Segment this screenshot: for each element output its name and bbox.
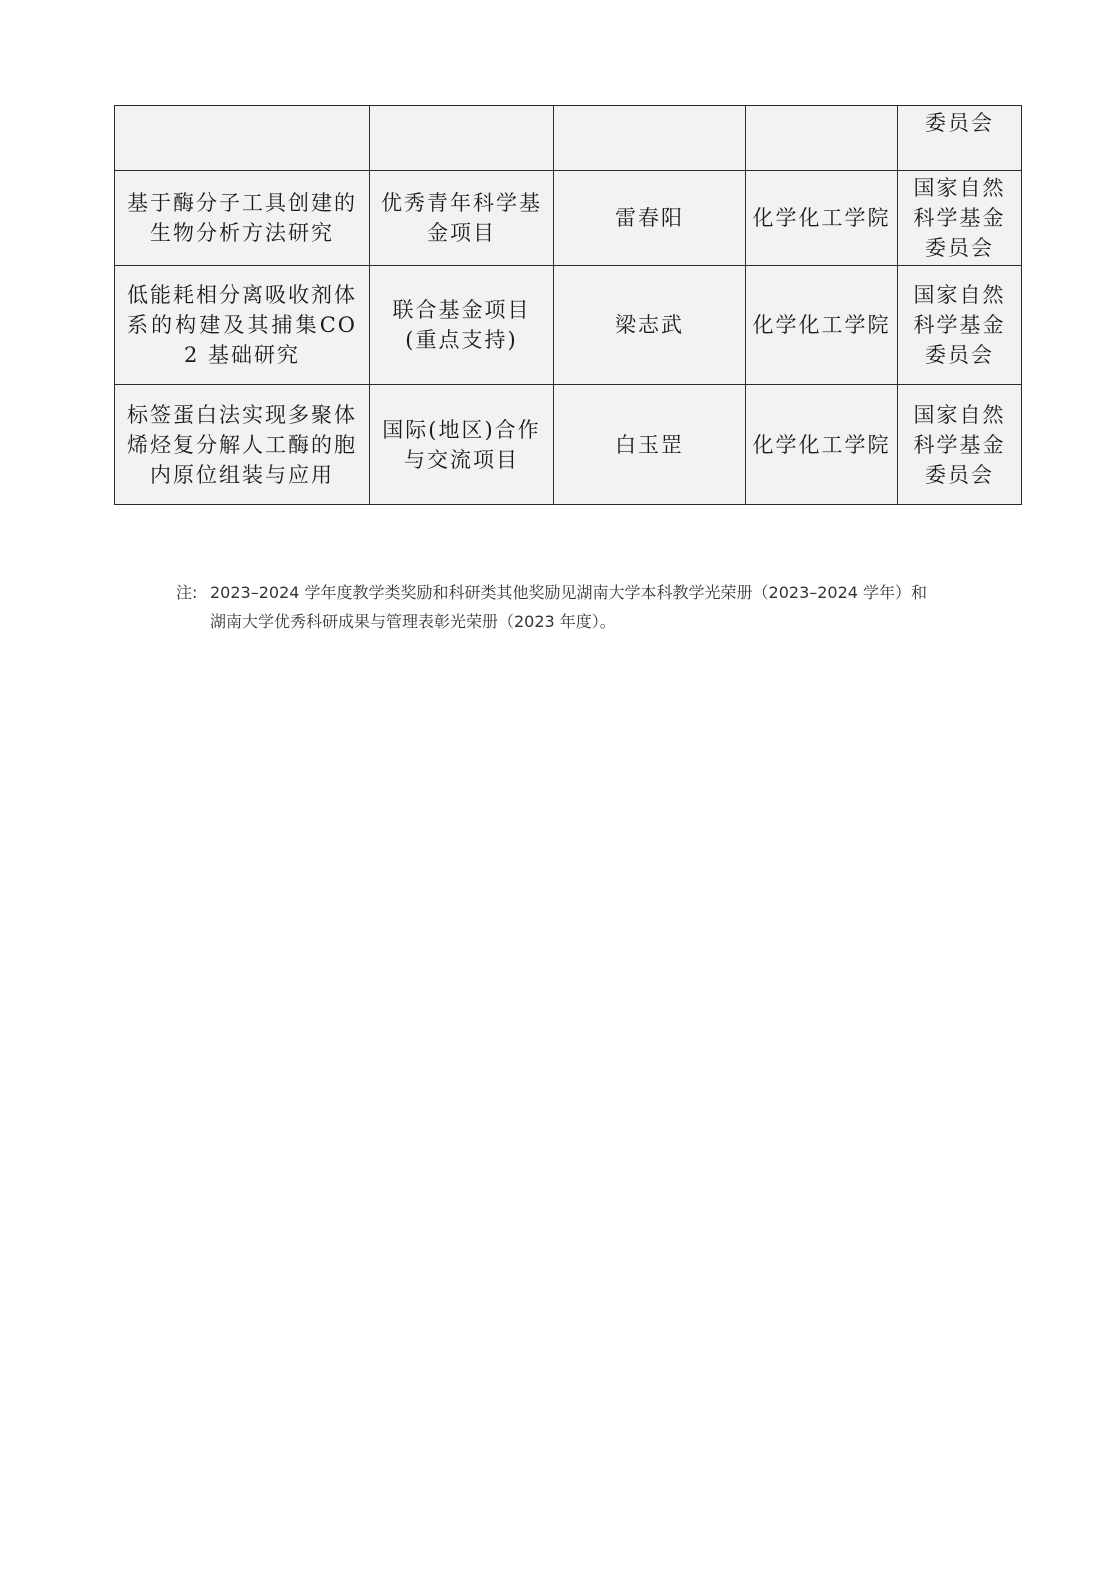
awards-table	[114, 105, 1022, 505]
source-cell: 委员会	[898, 106, 1022, 171]
project-type-cell: 优秀青年科学基金项目	[370, 171, 554, 266]
source-cell: 国家自然科学基金委员会	[898, 266, 1022, 385]
person-cell: 梁志武	[554, 266, 746, 385]
project-type-cell	[370, 106, 554, 171]
project-title-cell	[115, 106, 370, 171]
project-title-cell: 标签蛋白法实现多聚体烯烃复分解人工酶的胞内原位组装与应用	[115, 385, 370, 505]
unit-cell: 化学化工学院	[746, 266, 898, 385]
project-title-cell: 低能耗相分离吸收剂体系的构建及其捕集CO2 基础研究	[115, 266, 370, 385]
source-cell: 国家自然科学基金委员会	[898, 171, 1022, 266]
unit-cell	[746, 106, 898, 171]
table-row	[115, 385, 1022, 505]
table-row	[115, 106, 1022, 171]
unit-cell: 化学化工学院	[746, 385, 898, 505]
source-cell: 国家自然科学基金委员会	[898, 385, 1022, 505]
person-cell: 雷春阳	[554, 171, 746, 266]
project-title-cell: 基于酶分子工具创建的生物分析方法研究	[115, 171, 370, 266]
person-cell: 白玉罡	[554, 385, 746, 505]
person-cell	[554, 106, 746, 171]
project-type-cell: 国际(地区)合作与交流项目	[370, 385, 554, 505]
footnote-text: 2023–2024 学年度教学类奖励和科研类其他奖励见湖南大学本科教学光荣册（2023–2024 学年）和湖南大学优秀科研成果与管理表彰光荣册（2023 年度）。	[210, 583, 928, 631]
project-type-cell: 联合基金项目(重点支持)	[370, 266, 554, 385]
table-row	[115, 266, 1022, 385]
footnote-label: 注:	[176, 583, 198, 602]
unit-cell: 化学化工学院	[746, 171, 898, 266]
table-row	[115, 171, 1022, 266]
footnote	[176, 578, 936, 636]
